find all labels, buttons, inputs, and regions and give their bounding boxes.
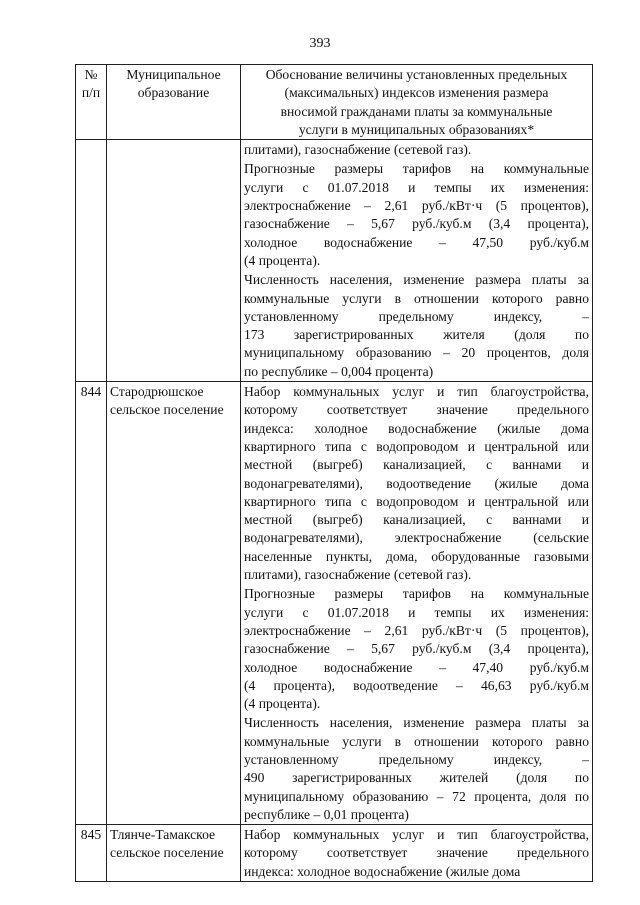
paragraph: [244, 160, 589, 270]
page-number: 393: [309, 36, 331, 51]
text-line: индекса: холодное водоснабжение (жилые дома: [244, 420, 589, 436]
paragraph: [244, 585, 589, 713]
text-line: (4 процента), водоотведение – 46,63 руб./куб.м: [244, 677, 589, 693]
text-line: электроснабжение – 2,61 руб./кВт·ч (5 процентов),: [244, 198, 589, 214]
text-line: водонагревателями), водоотведение (жилые дома: [244, 475, 589, 491]
table-body: [76, 140, 593, 882]
justification-text: [241, 140, 593, 382]
text-line: которому соответствует значение предельного: [244, 845, 589, 861]
municipality-line: Стародрюшское: [110, 384, 204, 400]
text-line: электроснабжение – 2,61 руб./кВт·ч (5 процентов),: [244, 622, 589, 638]
tariff-table: [75, 64, 593, 882]
text-line: услуги с 01.07.2018 и темпы их изменения:: [244, 604, 589, 620]
text-line: муниципальному образованию – 72 процента, доля по: [244, 788, 589, 804]
header-line: образование: [137, 85, 210, 101]
header-line: п/п: [81, 85, 101, 101]
text-line: коммунальные услуги в отношении которого равно: [244, 290, 589, 306]
text-line: (4 процента).: [244, 696, 321, 712]
text-line: установленному предельному индексу, –: [244, 751, 589, 767]
header-line: услуги в муниципальных образованиях*: [298, 121, 535, 137]
text-line: Прогнозные размеры тарифов на коммунальные: [244, 586, 589, 602]
text-line: плитами), газоснабжение (сетевой газ).: [244, 567, 472, 583]
table-row: [76, 382, 593, 825]
text-line: коммунальные услуги в отношении которого равно: [244, 733, 589, 749]
table-header-row: [76, 65, 593, 140]
text-line: Прогнозные размеры тарифов на коммунальные: [244, 161, 589, 177]
header-line: №: [84, 67, 98, 82]
row-number: 845: [76, 825, 107, 882]
municipality-name: [107, 382, 241, 825]
paragraph: [244, 383, 589, 584]
paragraph: [244, 826, 589, 881]
text-line: 490 зарегистрированных жителей (доля по: [244, 770, 589, 786]
text-line: индекса: холодное водоснабжение (жилые дома: [244, 863, 521, 879]
municipality-name: [107, 825, 241, 882]
text-line: 173 зарегистрированных жителя (доля по: [244, 327, 589, 343]
municipality-line: сельское поселение: [110, 402, 224, 418]
text-line: квартирного типа с водопроводом и центральной или: [244, 438, 589, 454]
text-line: установленному предельному индексу, –: [244, 308, 589, 324]
header-number: [76, 65, 107, 140]
header-justification: [241, 65, 593, 140]
text-line: холодное водоснабжение – 47,40 руб./куб.м: [244, 659, 589, 675]
table-row: [76, 825, 593, 882]
justification-text: [241, 825, 593, 882]
text-line: услуги с 01.07.2018 и темпы их изменения:: [244, 179, 589, 195]
text-line: плитами), газоснабжение (сетевой газ).: [244, 142, 472, 158]
header-line: Обоснование величины установленных предельных: [265, 67, 568, 82]
row-number: [76, 140, 107, 382]
text-line: муниципальному образованию – 20 процентов, доля: [244, 345, 589, 361]
header-line: Муниципальное: [126, 67, 221, 82]
text-line: квартирного типа с водопроводом и центральной или: [244, 493, 589, 509]
header-line: вносимой гражданами платы за коммунальные: [280, 103, 553, 119]
text-line: холодное водоснабжение – 47,50 руб./куб.м: [244, 234, 589, 250]
header-municipality: [107, 65, 241, 140]
paragraph: [244, 714, 589, 824]
paragraph: [244, 141, 589, 159]
text-line: газоснабжение – 5,67 руб./куб.м (3,4 процента),: [244, 216, 589, 232]
text-line: по республике – 0,004 процента): [244, 363, 434, 379]
row-number: 844: [76, 382, 107, 825]
text-line: Численность населения, изменение размера платы за: [244, 715, 589, 731]
text-line: водонагревателями), электроснабжение (сельские: [244, 530, 589, 546]
text-line: газоснабжение – 5,67 руб./куб.м (3,4 процента),: [244, 641, 589, 657]
municipality-name: [107, 140, 241, 382]
municipality-line: сельское поселение: [110, 845, 224, 861]
justification-text: [241, 382, 593, 825]
text-line: Набор коммунальных услуг и тип благоустройства,: [244, 827, 589, 843]
text-line: Численность населения, изменение размера платы за: [244, 272, 589, 288]
text-line: местной (выгреб) канализацией, с ваннами и: [244, 512, 589, 528]
paragraph: [244, 271, 589, 381]
table-row: [76, 140, 593, 382]
text-line: республике – 0,01 процента): [244, 806, 409, 822]
text-line: населенные пункты, дома, оборудованные газовыми: [244, 548, 589, 564]
text-line: которому соответствует значение предельного: [244, 402, 589, 418]
text-line: местной (выгреб) канализацией, с ваннами и: [244, 457, 589, 473]
municipality-line: Тлянче-Тамакское: [110, 827, 216, 843]
text-line: Набор коммунальных услуг и тип благоустройства,: [244, 384, 589, 400]
header-line: (максимальных) индексов изменения размера: [284, 85, 549, 101]
text-line: (4 процента).: [244, 252, 321, 268]
